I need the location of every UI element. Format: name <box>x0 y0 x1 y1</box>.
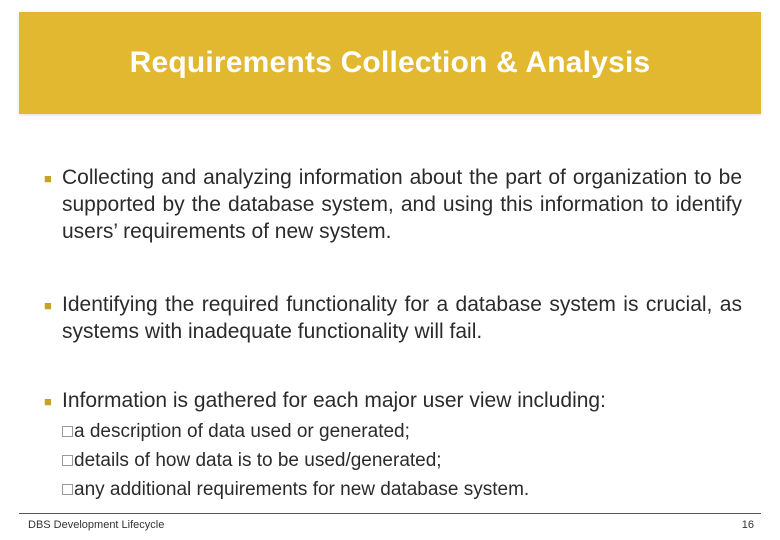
empty-checkbox-icon <box>62 455 73 466</box>
empty-checkbox-icon <box>62 484 73 495</box>
empty-checkbox-icon <box>62 426 73 437</box>
sub-bullet-item <box>44 417 742 446</box>
square-bullet-icon: ■ <box>44 394 52 409</box>
bullet-item <box>44 164 742 245</box>
slide-title: Requirements Collection & Analysis <box>129 46 651 79</box>
bullet-item <box>44 387 742 414</box>
bullet-text: Identifying the required functionality for a database system is crucial, as systems with inadequate functionality will fail. <box>62 293 742 343</box>
bullet-text: Collecting and analyzing information about the part of organization to be supported by the database system, and using this information to identify users’ requirements of new system. <box>62 166 742 243</box>
footer-divider <box>19 513 761 514</box>
bullet-text: Information is gathered for each major user view including: <box>62 389 606 412</box>
page-number: 16 <box>741 519 754 531</box>
sub-bullet-list <box>44 417 742 504</box>
square-bullet-icon: ■ <box>44 171 52 186</box>
slide-content <box>44 160 742 504</box>
sub-bullet-text: any additional requirements for new database system. <box>74 479 530 500</box>
sub-bullet-text: a description of data used or generated; <box>74 421 410 442</box>
sub-bullet-item <box>44 475 742 504</box>
sub-bullet-text: details of how data is to be used/generated; <box>74 450 442 471</box>
bullet-item <box>44 291 742 345</box>
sub-bullet-item <box>44 446 742 475</box>
square-bullet-icon: ■ <box>44 298 52 313</box>
title-bar <box>19 12 761 114</box>
footer-title: DBS Development Lifecycle <box>28 519 165 531</box>
